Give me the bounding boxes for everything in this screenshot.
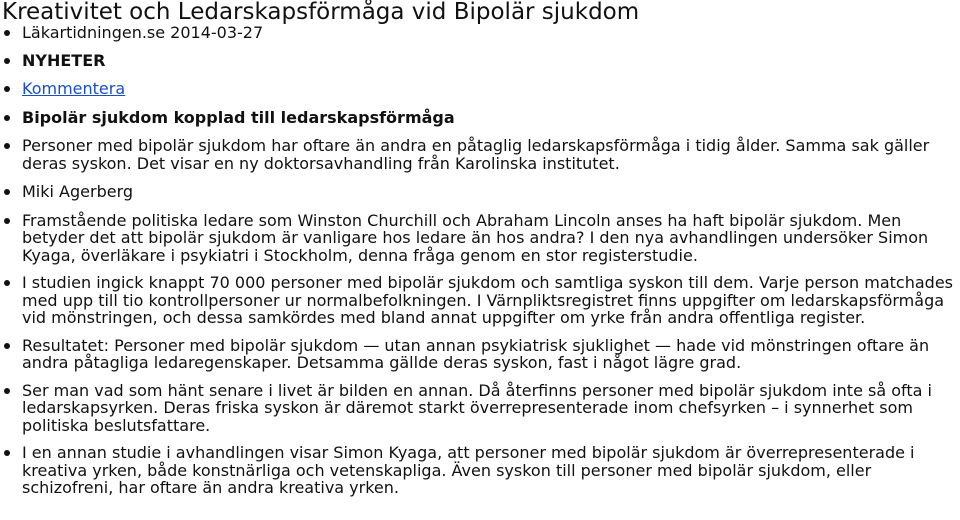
bullet-dot-icon bbox=[4, 30, 10, 36]
author-name: Miki Agerberg bbox=[22, 182, 134, 201]
list-item-lead bbox=[0, 137, 955, 172]
body-paragraph: Framstående politiska ledare som Winston Churchill och Abraham Lincoln anses ha haft bipolär sjukdom. Men betyder det att bipolär sjukdom är vanligare hos ledare än hos andra? I den nya avhandlingen undersöker Simon Kyaga, överläkare i psykiatri i Stockholm, denna fråga genom en stor registerstudie. bbox=[22, 210, 929, 265]
list-item-author bbox=[0, 183, 955, 201]
list-item-paragraph-3 bbox=[0, 337, 955, 372]
body-paragraph: Ser man vad som hänt senare i livet är bilden en annan. Då återfinns personer med bipolär sjukdom inte så ofta i ledarskapsyrken. Deras friska syskon är däremot starkt överrepresenterade inom chefsyrken – i synnerhet som politiska beslutsfattare. bbox=[22, 380, 932, 435]
body-paragraph: I en annan studie i avhandlingen visar Simon Kyaga, att personer med bipolär sjukdom är överrepresenterade i kreativa yrken, både konstnärliga och vetenskapliga. Även syskon till personer med bipolär sjukdom, eller schizofreni, har oftare än andra kreativa yrken. bbox=[22, 443, 915, 497]
list-item-headline bbox=[0, 109, 955, 127]
list-item-paragraph-1 bbox=[0, 212, 955, 265]
bullet-dot-icon bbox=[4, 450, 10, 456]
bullet-dot-icon bbox=[4, 86, 10, 92]
list-item-paragraph-4 bbox=[0, 382, 955, 435]
body-paragraph: Resultatet: Personer med bipolär sjukdom — utan annan psykiatrisk sjuklighet — hade vid mönstringen oftare än andra påtagliga ledaregenskaper. Detsamma gällde deras syskon, fast i något lägre grad. bbox=[22, 335, 930, 372]
bullet-dot-icon bbox=[4, 58, 10, 64]
bullet-list bbox=[0, 24, 955, 497]
article-headline: Bipolär sjukdom kopplad till ledarskapsförmåga bbox=[22, 107, 455, 127]
lead-paragraph: Personer med bipolär sjukdom har oftare än andra en påtaglig ledarskapsförmåga i tidig ålder. Samma sak gäller deras syskon. Det visar en ny doktorsavhandling från Karolinska institutet. bbox=[22, 136, 930, 173]
bullet-dot-icon bbox=[4, 280, 10, 286]
bullet-dot-icon bbox=[4, 343, 10, 349]
list-item-source bbox=[0, 24, 955, 42]
bullet-dot-icon bbox=[4, 189, 10, 195]
bullet-dot-icon bbox=[4, 388, 10, 394]
list-item-paragraph-2 bbox=[0, 274, 955, 327]
source-line: Läkartidningen.se 2014-03-27 bbox=[22, 23, 264, 42]
page-title: Kreativitet och Ledarskapsförmåga vid Bipolär sjukdom bbox=[2, 0, 640, 25]
list-item-paragraph-5 bbox=[0, 444, 955, 497]
body-paragraph: I studien ingick knappt 70 000 personer med bipolär sjukdom och samtliga syskon till dem. Varje person matchades med upp till tio kontrollpersoner ur normalbefolkningen. I Värnpliktsregistret finns uppgifter om ledarskapsförmåga vid mönstringen, och dessa samkördes med bland annat uppgifter om yrke från andra offentliga register. bbox=[22, 273, 953, 327]
bullet-dot-icon bbox=[4, 143, 10, 149]
bullet-dot-icon bbox=[4, 115, 10, 121]
list-item-comment bbox=[0, 80, 955, 98]
list-item-category bbox=[0, 52, 955, 70]
comment-link[interactable]: Kommentera bbox=[22, 79, 126, 98]
category-label: NYHETER bbox=[22, 50, 106, 70]
bullet-dot-icon bbox=[4, 218, 10, 224]
